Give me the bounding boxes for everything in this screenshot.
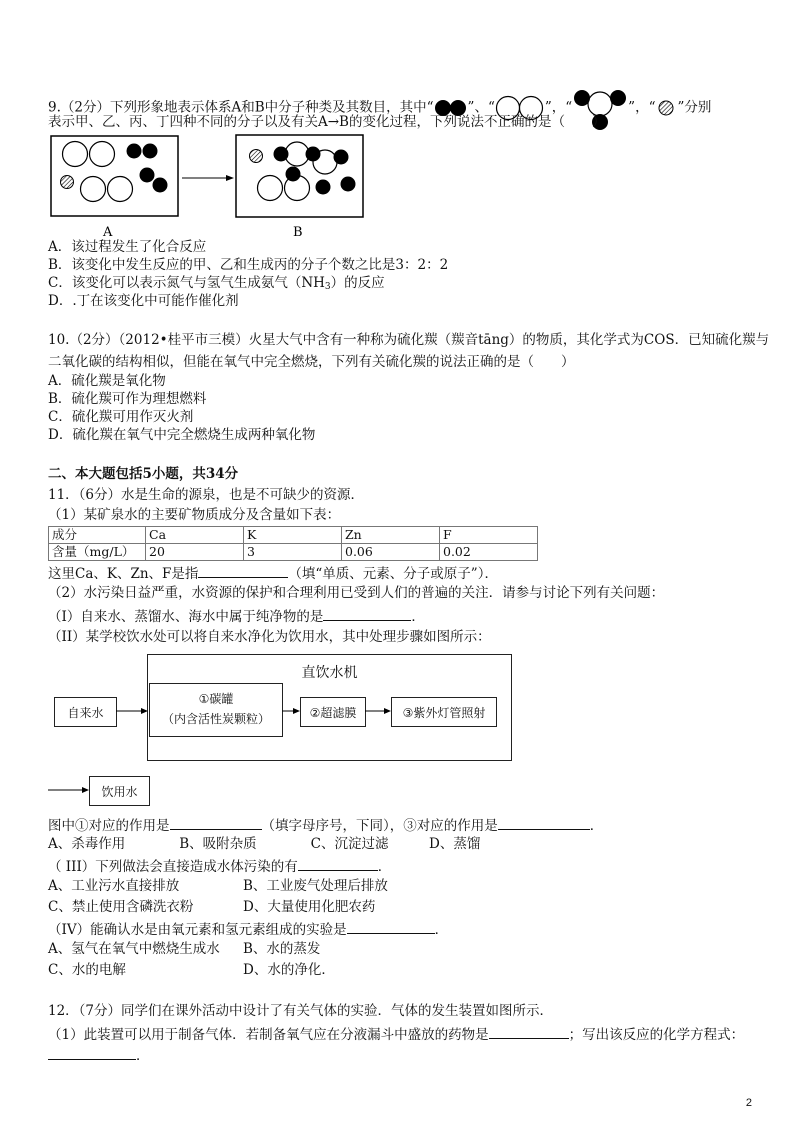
step1-label: ①碳罐 — [198, 692, 234, 706]
answer-blank — [489, 1024, 569, 1039]
answer-blank — [170, 815, 262, 830]
q11-after-table: 这里Ca、K、Zn、F是指 （填“单质、元素、分子或原子”）． — [48, 563, 498, 583]
q11-part-iv: （IV）能确认水是由氧元素和氢元素组成的实验是 ． — [48, 919, 448, 939]
answer-blank — [48, 1045, 136, 1060]
arrow-right-icon — [282, 708, 300, 714]
q9-option-c: C．该变化可以表示氮气与氢气生成氨气$(NH_3)$的反应 — [48, 275, 385, 292]
table-cell: Ca — [146, 527, 244, 544]
q11-part-i: （I）自来水、蒸馏水、海水中属于纯净物的是 ． — [48, 606, 425, 626]
q12-line3: ． — [48, 1045, 150, 1065]
q11-figure-question: 图中①对应的作用是 （填字母序号，下同），③对应的作用是 ． — [48, 815, 603, 835]
label-b: B — [293, 225, 303, 240]
q11-figure-options: A、杀毒作用 B、吸附杂质 C、沉淀过滤 D、蒸馏 — [48, 836, 481, 852]
q12-line1: 12．（7分）同学们在课外活动中设计了有关气体的实验．气体的发生装置如图所示． — [48, 1003, 554, 1019]
q9-option-b: B．该变化中发生反应的甲、乙和生成丙的分子个数之比是3：2：2 — [48, 257, 449, 273]
q10-option-b: B．硫化羰可作为理想燃料 — [48, 391, 207, 407]
answer-blank — [198, 563, 288, 578]
section-2-heading: 二、本大题包括5小题，共34分 — [48, 466, 239, 482]
q11-line1: 11．（6分）水是生命的源泉，也是不可缺少的资源． — [48, 487, 365, 503]
q11-sub1: （1）某矿泉水的主要矿物质成分及含量如下表： — [48, 507, 341, 523]
step3-label: ③紫外灯管照射 — [402, 706, 486, 720]
table-cell: K — [244, 527, 342, 544]
q11-iii-option-d: D、大量使用化肥农药 — [243, 899, 376, 915]
mineral-table — [48, 526, 538, 561]
q10-option-c: C．硫化羰可用作灭火剂 — [48, 409, 194, 425]
arrow-right-icon — [365, 708, 391, 714]
table-row — [49, 527, 538, 544]
q11-part-ii: （II）某学校饮水处可以将自来水净化为饮用水，其中处理步骤如图所示： — [48, 629, 491, 645]
q11-sub2: （2）水污染日益严重，水资源的保护和合理利用已受到人们的普遍的关注．请参与讨论下列有关问题： — [48, 585, 665, 601]
molecule-ding-icon — [655, 98, 677, 118]
q11-iii-option-c: C、禁止使用含磷洗衣粉 — [48, 899, 194, 915]
q9-option-d: D．.丁在该变化中可能作催化剂 — [48, 293, 239, 309]
q9-figure — [44, 130, 384, 242]
q10-option-a: A．硫化羰是氧化物 — [48, 373, 166, 389]
q9-line1: 9.（2分）下列形象地表示体系A和B中分子种类及其数目，其中“ ”、“ ”，“ ”，“ ”分别 — [48, 86, 711, 130]
arrow-right-icon — [116, 708, 148, 714]
flow-arrows — [0, 640, 520, 820]
box-b — [236, 135, 363, 217]
q10-line1: 10.（2分）（2012•桂平市三模）火星大气中含有一种称为硫化羰（羰音tāng）的物质，其化学式为COS．已知硫化羰与 — [48, 332, 770, 348]
label-a: A — [103, 225, 113, 240]
table-cell: F — [440, 527, 538, 544]
arrow-right-icon — [182, 175, 234, 181]
purifier-title: 直饮水机 — [301, 665, 358, 681]
q11-iv-option-b: B、水的蒸发 — [243, 941, 321, 957]
table-cell: Zn — [342, 527, 440, 544]
q11-iv-option-a: A、氢气在氧气中燃烧生成水 — [48, 941, 220, 957]
q10-option-d: D．硫化羰在氧气中完全燃烧生成两种氧化物 — [48, 427, 316, 443]
q11-part-iii: （ III）下列做法会直接造成水体污染的有 ． — [48, 856, 391, 876]
answer-blank — [347, 919, 435, 934]
table-cell: 成分 — [49, 527, 146, 544]
table-row — [49, 544, 538, 561]
q11-iv-option-c: C、水的电解 — [48, 962, 126, 978]
step1-sublabel: （内含活性炭颗粒） — [161, 712, 270, 726]
input-label: 自来水 — [67, 706, 104, 720]
table-cell: 含量（mg/L） — [49, 544, 146, 561]
q11-iii-option-b: B、工业废气处理后排放 — [243, 878, 388, 894]
answer-blank — [498, 815, 590, 830]
q10-line2: 二氧化碳的结构相似，但能在氧气中完全燃烧，下列有关硫化羰的说法正确的是（ ） — [48, 354, 575, 370]
answer-blank — [323, 606, 411, 621]
arrow-right-icon — [48, 787, 89, 793]
answer-blank — [298, 856, 378, 871]
table-cell: 3 — [244, 544, 342, 561]
q11-iv-option-d: D、水的净化． — [243, 962, 335, 978]
step2-label: ②超滤膜 — [309, 706, 357, 720]
q12-line2: （1）此装置可以用于制备气体．若制备氧气应在分液漏斗中盛放的药物是 ；写出该反应的化学方程式： — [48, 1024, 744, 1044]
q9-line2: 表示甲、乙、丙、丁四种不同的分子以及有关A→B的变化过程，下列说法不正确的是（ ） — [48, 114, 606, 130]
table-cell: 20 — [146, 544, 244, 561]
page-number: 2 — [745, 1097, 752, 1109]
table-cell: 0.02 — [440, 544, 538, 561]
table-cell: 0.06 — [342, 544, 440, 561]
q11-iii-option-a: A、工业污水直接排放 — [48, 878, 180, 894]
q9-option-a: A．该过程发生了化合反应 — [48, 239, 207, 255]
box-a — [51, 136, 178, 216]
output-label: 饮用水 — [101, 785, 138, 799]
